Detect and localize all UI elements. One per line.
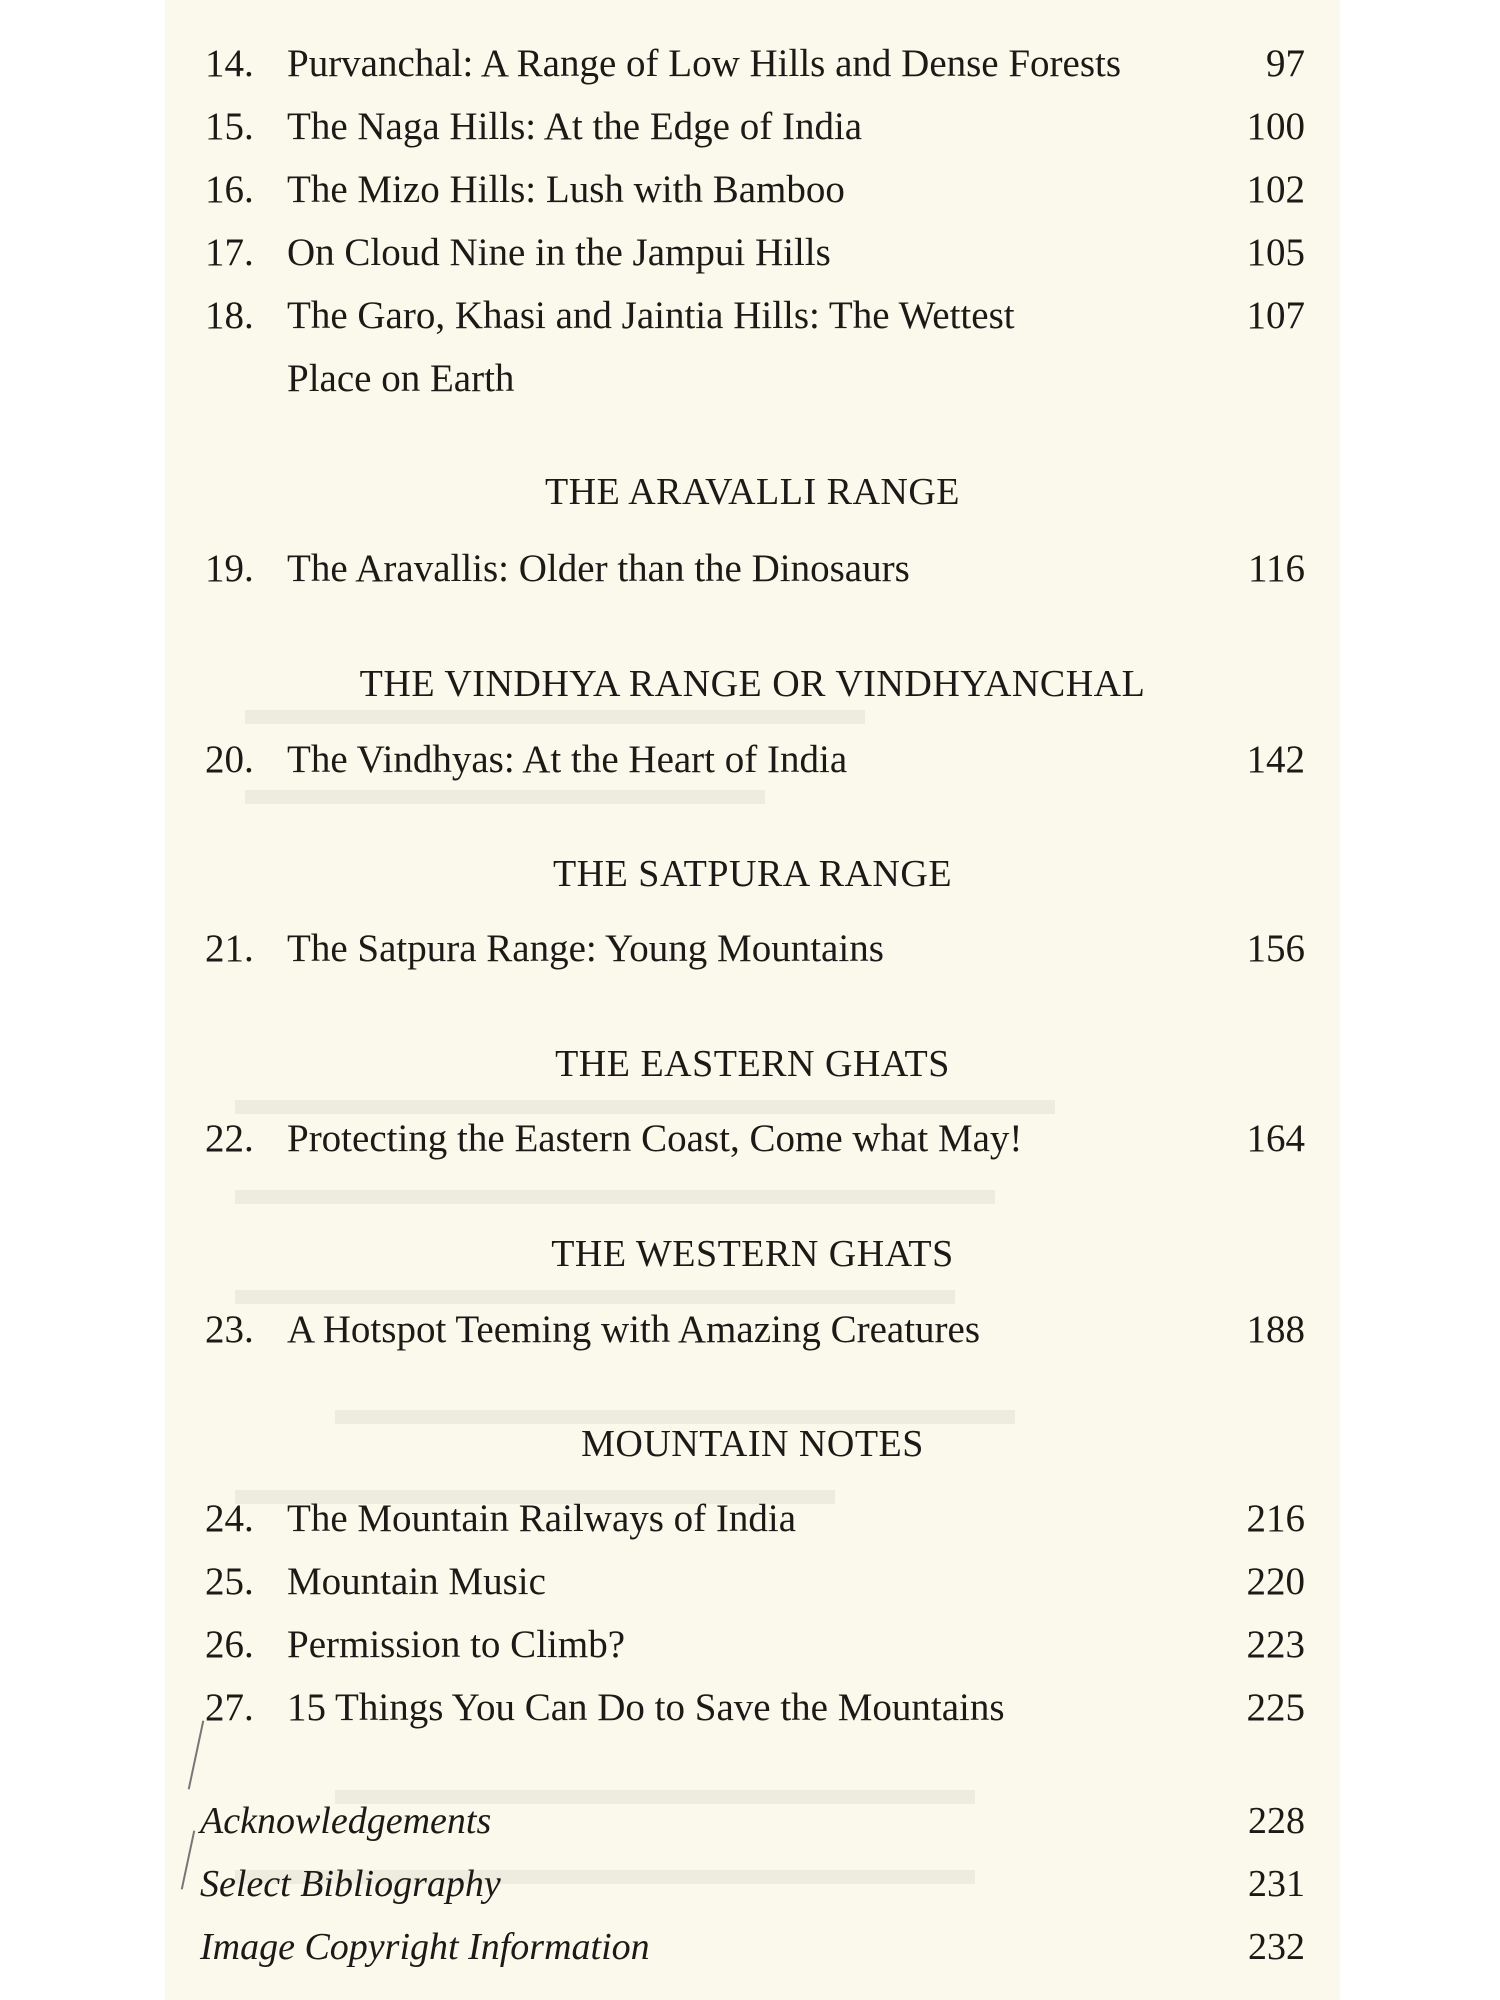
back-matter-title: Select Bibliography: [200, 1863, 501, 1905]
page-number: 100: [1246, 105, 1305, 148]
chapter-number: 19.: [205, 547, 254, 590]
page-number: 228: [1248, 1800, 1305, 1842]
chapter-title: The Vindhyas: At the Heart of India: [287, 738, 848, 781]
toc-entry[interactable]: [165, 166, 1340, 214]
toc-entry[interactable]: [165, 736, 1340, 784]
chapter-title: Protecting the Eastern Coast, Come what May!: [287, 1117, 1023, 1160]
chapter-number: 17.: [205, 231, 254, 274]
table-of-contents: [165, 0, 1340, 2000]
chapter-title: The Satpura Range: Young Mountains: [287, 927, 884, 970]
page-number: 105: [1246, 231, 1305, 274]
page-number: 223: [1246, 1623, 1305, 1666]
page-number: 220: [1246, 1560, 1305, 1603]
chapter-number: 21.: [205, 927, 254, 970]
section-heading: THE VINDHYA RANGE OR VINDHYANCHAL: [359, 663, 1146, 705]
page-number: 97: [1266, 42, 1305, 85]
chapter-title: Mountain Music: [287, 1560, 546, 1603]
chapter-number: 26.: [205, 1623, 254, 1666]
chapter-title: A Hotspot Teeming with Amazing Creatures: [287, 1308, 981, 1351]
toc-entry[interactable]: [165, 103, 1340, 151]
toc-entry[interactable]: [165, 40, 1340, 88]
page-number: 142: [1246, 738, 1305, 781]
chapter-title: The Mizo Hills: Lush with Bamboo: [287, 168, 845, 211]
section-heading: MOUNTAIN NOTES: [581, 1423, 924, 1465]
chapter-number: 25.: [205, 1560, 254, 1603]
toc-entry[interactable]: [165, 1558, 1340, 1606]
page-number: 116: [1247, 547, 1305, 590]
page-number: 225: [1246, 1686, 1305, 1729]
chapter-title: The Aravallis: Older than the Dinosaurs: [287, 547, 910, 590]
page-number: 188: [1246, 1308, 1305, 1351]
chapter-title: The Garo, Khasi and Jaintia Hills: The Wettest: [287, 294, 1015, 337]
chapter-title: Purvanchal: A Range of Low Hills and Dense Forests: [287, 42, 1122, 85]
toc-entry[interactable]: [165, 1115, 1340, 1163]
chapter-number: 18.: [205, 294, 254, 337]
page-number: 102: [1246, 168, 1305, 211]
chapter-title: 15 Things You Can Do to Save the Mountains: [287, 1686, 1005, 1729]
toc-entry[interactable]: [165, 925, 1340, 973]
page-number: 164: [1246, 1117, 1305, 1160]
chapter-number: 15.: [205, 105, 254, 148]
back-matter-title: Image Copyright Information: [200, 1926, 650, 1968]
page-number: 232: [1248, 1926, 1305, 1968]
back-matter-entry[interactable]: [165, 1797, 1340, 1845]
page-number: 156: [1246, 927, 1305, 970]
page-number: 107: [1246, 294, 1305, 337]
toc-entry[interactable]: [165, 229, 1340, 277]
chapter-number: 24.: [205, 1497, 254, 1540]
back-matter-title: Acknowledgements: [200, 1800, 492, 1842]
page-number: 231: [1248, 1863, 1305, 1905]
toc-entry[interactable]: [165, 292, 1340, 340]
section-heading: THE EASTERN GHATS: [555, 1043, 950, 1085]
toc-entry[interactable]: [165, 1684, 1340, 1732]
chapter-title: On Cloud Nine in the Jampui Hills: [287, 231, 831, 274]
toc-entry[interactable]: [165, 545, 1340, 593]
book-page: [165, 0, 1340, 2000]
toc-entry[interactable]: [165, 1495, 1340, 1543]
back-matter-entry[interactable]: [165, 1923, 1340, 1971]
section-heading: THE SATPURA RANGE: [552, 853, 953, 895]
chapter-number: 16.: [205, 168, 254, 211]
section-heading: THE ARAVALLI RANGE: [544, 471, 961, 513]
chapter-number: 22.: [205, 1117, 254, 1160]
chapter-number: 14.: [205, 42, 254, 85]
chapter-number: 20.: [205, 738, 254, 781]
toc-entry[interactable]: [165, 1306, 1340, 1354]
toc-entry[interactable]: [165, 1621, 1340, 1669]
section-heading: THE WESTERN GHATS: [551, 1233, 954, 1275]
chapter-number: 27.: [205, 1686, 254, 1729]
chapter-title: Permission to Climb?: [287, 1623, 626, 1666]
chapter-number: 23.: [205, 1308, 254, 1351]
page-number: 216: [1246, 1497, 1305, 1540]
chapter-title: The Naga Hills: At the Edge of India: [287, 105, 863, 148]
back-matter-entry[interactable]: [165, 1860, 1340, 1908]
chapter-title: The Mountain Railways of India: [287, 1497, 797, 1540]
chapter-title-continuation: Place on Earth: [287, 357, 515, 400]
